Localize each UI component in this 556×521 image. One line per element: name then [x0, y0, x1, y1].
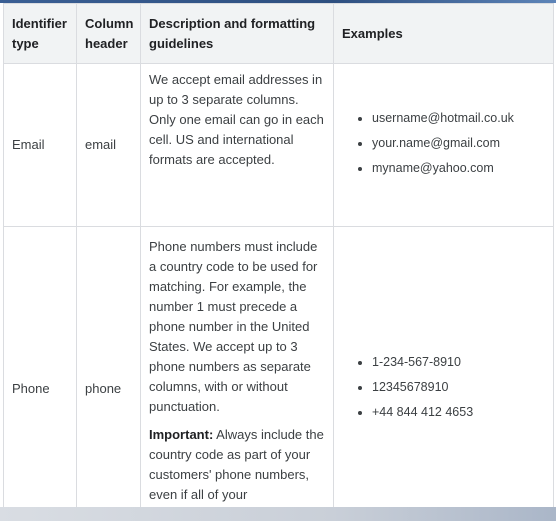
example-item: • username@hotmail.co.uk — [372, 108, 545, 128]
header-identifier-type: Identifier type — [4, 4, 77, 64]
important-text: Always include the country code as part of your customers' phone numbers, even if all of your — [149, 427, 324, 502]
header-column-header: Column header — [77, 4, 141, 64]
header-examples: Examples — [334, 4, 554, 64]
identifier-type-cell: Phone — [4, 227, 77, 521]
example-item: • your.name@gmail.com — [372, 133, 545, 153]
table-row-email — [4, 64, 554, 227]
examples-cell — [334, 227, 554, 521]
description-paragraph: Phone numbers must include a country code to be used for matching. For example, the number 1 must precede a phone number in the United States. We accept up to 3 phone numbers as separate columns, with or without punctuation. — [149, 239, 318, 414]
description-cell — [141, 227, 334, 521]
example-item: • myname@yahoo.com — [372, 158, 545, 178]
identifier-type-cell: Email — [4, 64, 77, 227]
column-header-cell: phone — [77, 227, 141, 521]
important-label: Important: — [149, 427, 214, 442]
examples-cell — [334, 64, 554, 227]
table-row-phone — [4, 227, 554, 521]
description-paragraph: We accept email addresses in up to 3 separate columns. Only one email can go in each cell. US and international formats are accepted. — [149, 72, 324, 167]
bottom-window-bar — [0, 507, 556, 521]
example-item: • +44 844 412 4653 — [372, 402, 545, 422]
description-cell — [141, 64, 334, 227]
table-header-row — [4, 4, 554, 64]
examples-list — [348, 352, 545, 422]
important-note — [149, 425, 325, 505]
column-header-cell: email — [77, 64, 141, 227]
examples-list — [348, 108, 545, 178]
example-item: • 12345678910 — [372, 377, 545, 397]
example-item: • 1-234-567-8910 — [372, 352, 545, 372]
customer-data-identifiers-table — [3, 3, 554, 521]
header-description: Description and formatting guidelines — [141, 4, 334, 64]
